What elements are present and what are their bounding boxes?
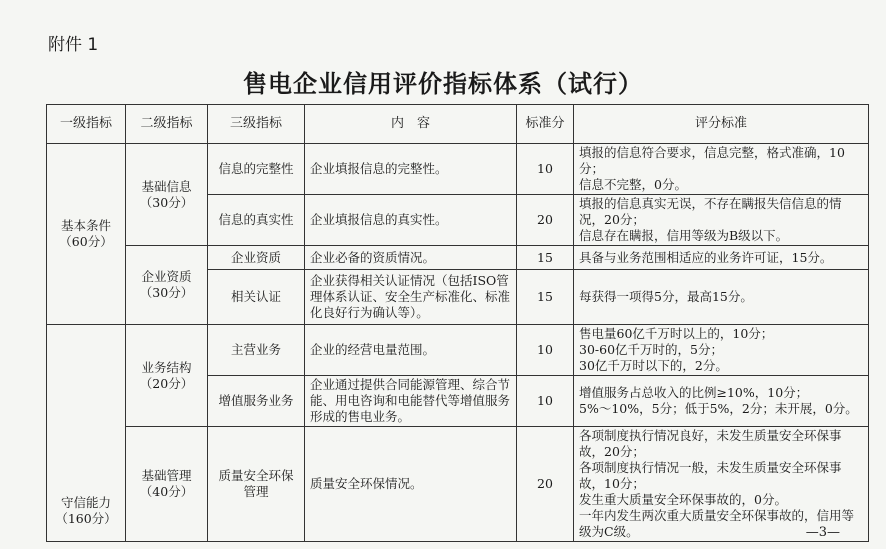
content-cell: 企业填报信息的完整性。 [305, 144, 517, 195]
table-row [47, 144, 869, 195]
standard-score-cell: 20 [517, 195, 574, 246]
page-number: —3— [805, 525, 840, 540]
level2-name: 企业资质 [141, 269, 192, 284]
level2-name: 业务结构 [141, 359, 192, 375]
criteria-cell [574, 376, 869, 427]
content-cell: 质量安全环保情况。 [305, 427, 517, 542]
criteria-line: 增值服务占总收入的比例≥10%，10分； [579, 385, 809, 400]
level1-name: 守信能力 [60, 495, 111, 510]
content-cell: 企业填报信息的真实性。 [305, 195, 517, 246]
criteria-cell [574, 325, 869, 376]
standard-score-cell: 20 [517, 427, 574, 542]
criteria-line: 一年内发生两次重大质量安全环保事故的，信用等级为C级。 [579, 508, 855, 539]
level2-cell [126, 246, 208, 325]
level2-cell [126, 144, 208, 246]
level2-score: （30分） [139, 285, 194, 300]
content-cell: 企业获得相关认证情况（包括ISO管理体系认证、安全生产标准化、标准化良好行为确认等）。 [305, 270, 517, 325]
level2-score: （40分） [139, 484, 194, 499]
criteria-cell [574, 195, 869, 246]
criteria-line: 30-60亿千万时的，5分； [579, 342, 723, 357]
table-row [47, 325, 869, 376]
criteria-line: 填报的信息真实无误，不存在瞒报失信信息的情况，20分； [579, 196, 842, 227]
level2-score: （30分） [139, 194, 194, 210]
header-standard-score: 标准分 [517, 105, 574, 144]
table-row [47, 246, 869, 270]
level3-cell: 质量安全环保管理 [208, 427, 305, 542]
level2-name: 基础信息 [141, 178, 192, 194]
header-level3: 三级指标 [208, 105, 305, 144]
level3-cell: 主营业务 [208, 325, 305, 376]
criteria-cell [574, 144, 869, 195]
criteria-cell [574, 246, 869, 270]
criteria-line: 30亿千万时以下的，2分。 [579, 358, 728, 373]
content-cell: 企业必备的资质情况。 [305, 246, 517, 270]
criteria-line: 具备与业务范围相适应的业务许可证，15分。 [579, 249, 833, 265]
criteria-cell [574, 270, 869, 325]
level3-cell: 信息的真实性 [208, 195, 305, 246]
criteria-line: 填报的信息符合要求，信息完整，格式准确，10分； [579, 145, 845, 176]
table-header-row [47, 105, 869, 144]
level2-score: （20分） [139, 375, 194, 391]
level3-cell: 企业资质 [208, 246, 305, 270]
level1-cell [47, 144, 126, 325]
criteria-line: 信息存在瞒报，信用等级为B级以下。 [579, 228, 789, 243]
standard-score-cell: 10 [517, 376, 574, 427]
level1-name: 基本条件 [60, 218, 111, 233]
header-level2: 二级指标 [126, 105, 208, 144]
criteria-line: 信息不完整，0分。 [579, 177, 687, 192]
level3-cell: 相关认证 [208, 270, 305, 325]
standard-score-cell: 15 [517, 246, 574, 270]
indicator-table [46, 104, 869, 542]
criteria-line: 售电量60亿千万时以上的，10分； [579, 326, 774, 341]
level2-cell [126, 325, 208, 427]
standard-score-cell: 10 [517, 325, 574, 376]
criteria-line: 5%～10%，5分；低于5%，2分；未开展，0分。 [579, 401, 858, 416]
criteria-line: 发生重大质量安全环保事故的，0分。 [579, 492, 787, 507]
content-cell: 企业通过提供合同能源管理、综合节能、用电咨询和电能替代等增值服务形成的售电业务。 [305, 376, 517, 427]
level3-cell: 信息的完整性 [208, 144, 305, 195]
level1-score: （160分） [55, 511, 117, 526]
criteria-line: 每获得一项得5分，最高15分。 [579, 289, 753, 304]
page-title: 售电企业信用评价指标体系（试行） [243, 70, 643, 98]
level1-score: （60分） [59, 234, 113, 249]
level3-cell: 增值服务业务 [208, 376, 305, 427]
header-content: 内 容 [305, 105, 517, 144]
standard-score-cell: 15 [517, 270, 574, 325]
criteria-line: 各项制度执行情况良好，未发生质量安全环保事故，20分； [579, 428, 842, 459]
criteria-line: 各项制度执行情况一般，未发生质量安全环保事故，10分； [579, 460, 842, 491]
level1-cell [47, 325, 126, 542]
level2-cell [126, 427, 208, 542]
table-row [47, 427, 869, 542]
header-level1: 一级指标 [47, 105, 126, 144]
standard-score-cell: 10 [517, 144, 574, 195]
header-criteria: 评分标准 [574, 105, 869, 144]
content-cell: 企业的经营电量范围。 [305, 325, 517, 376]
level2-name: 基础管理 [141, 468, 192, 483]
attachment-label: 附件 1 [48, 35, 99, 55]
